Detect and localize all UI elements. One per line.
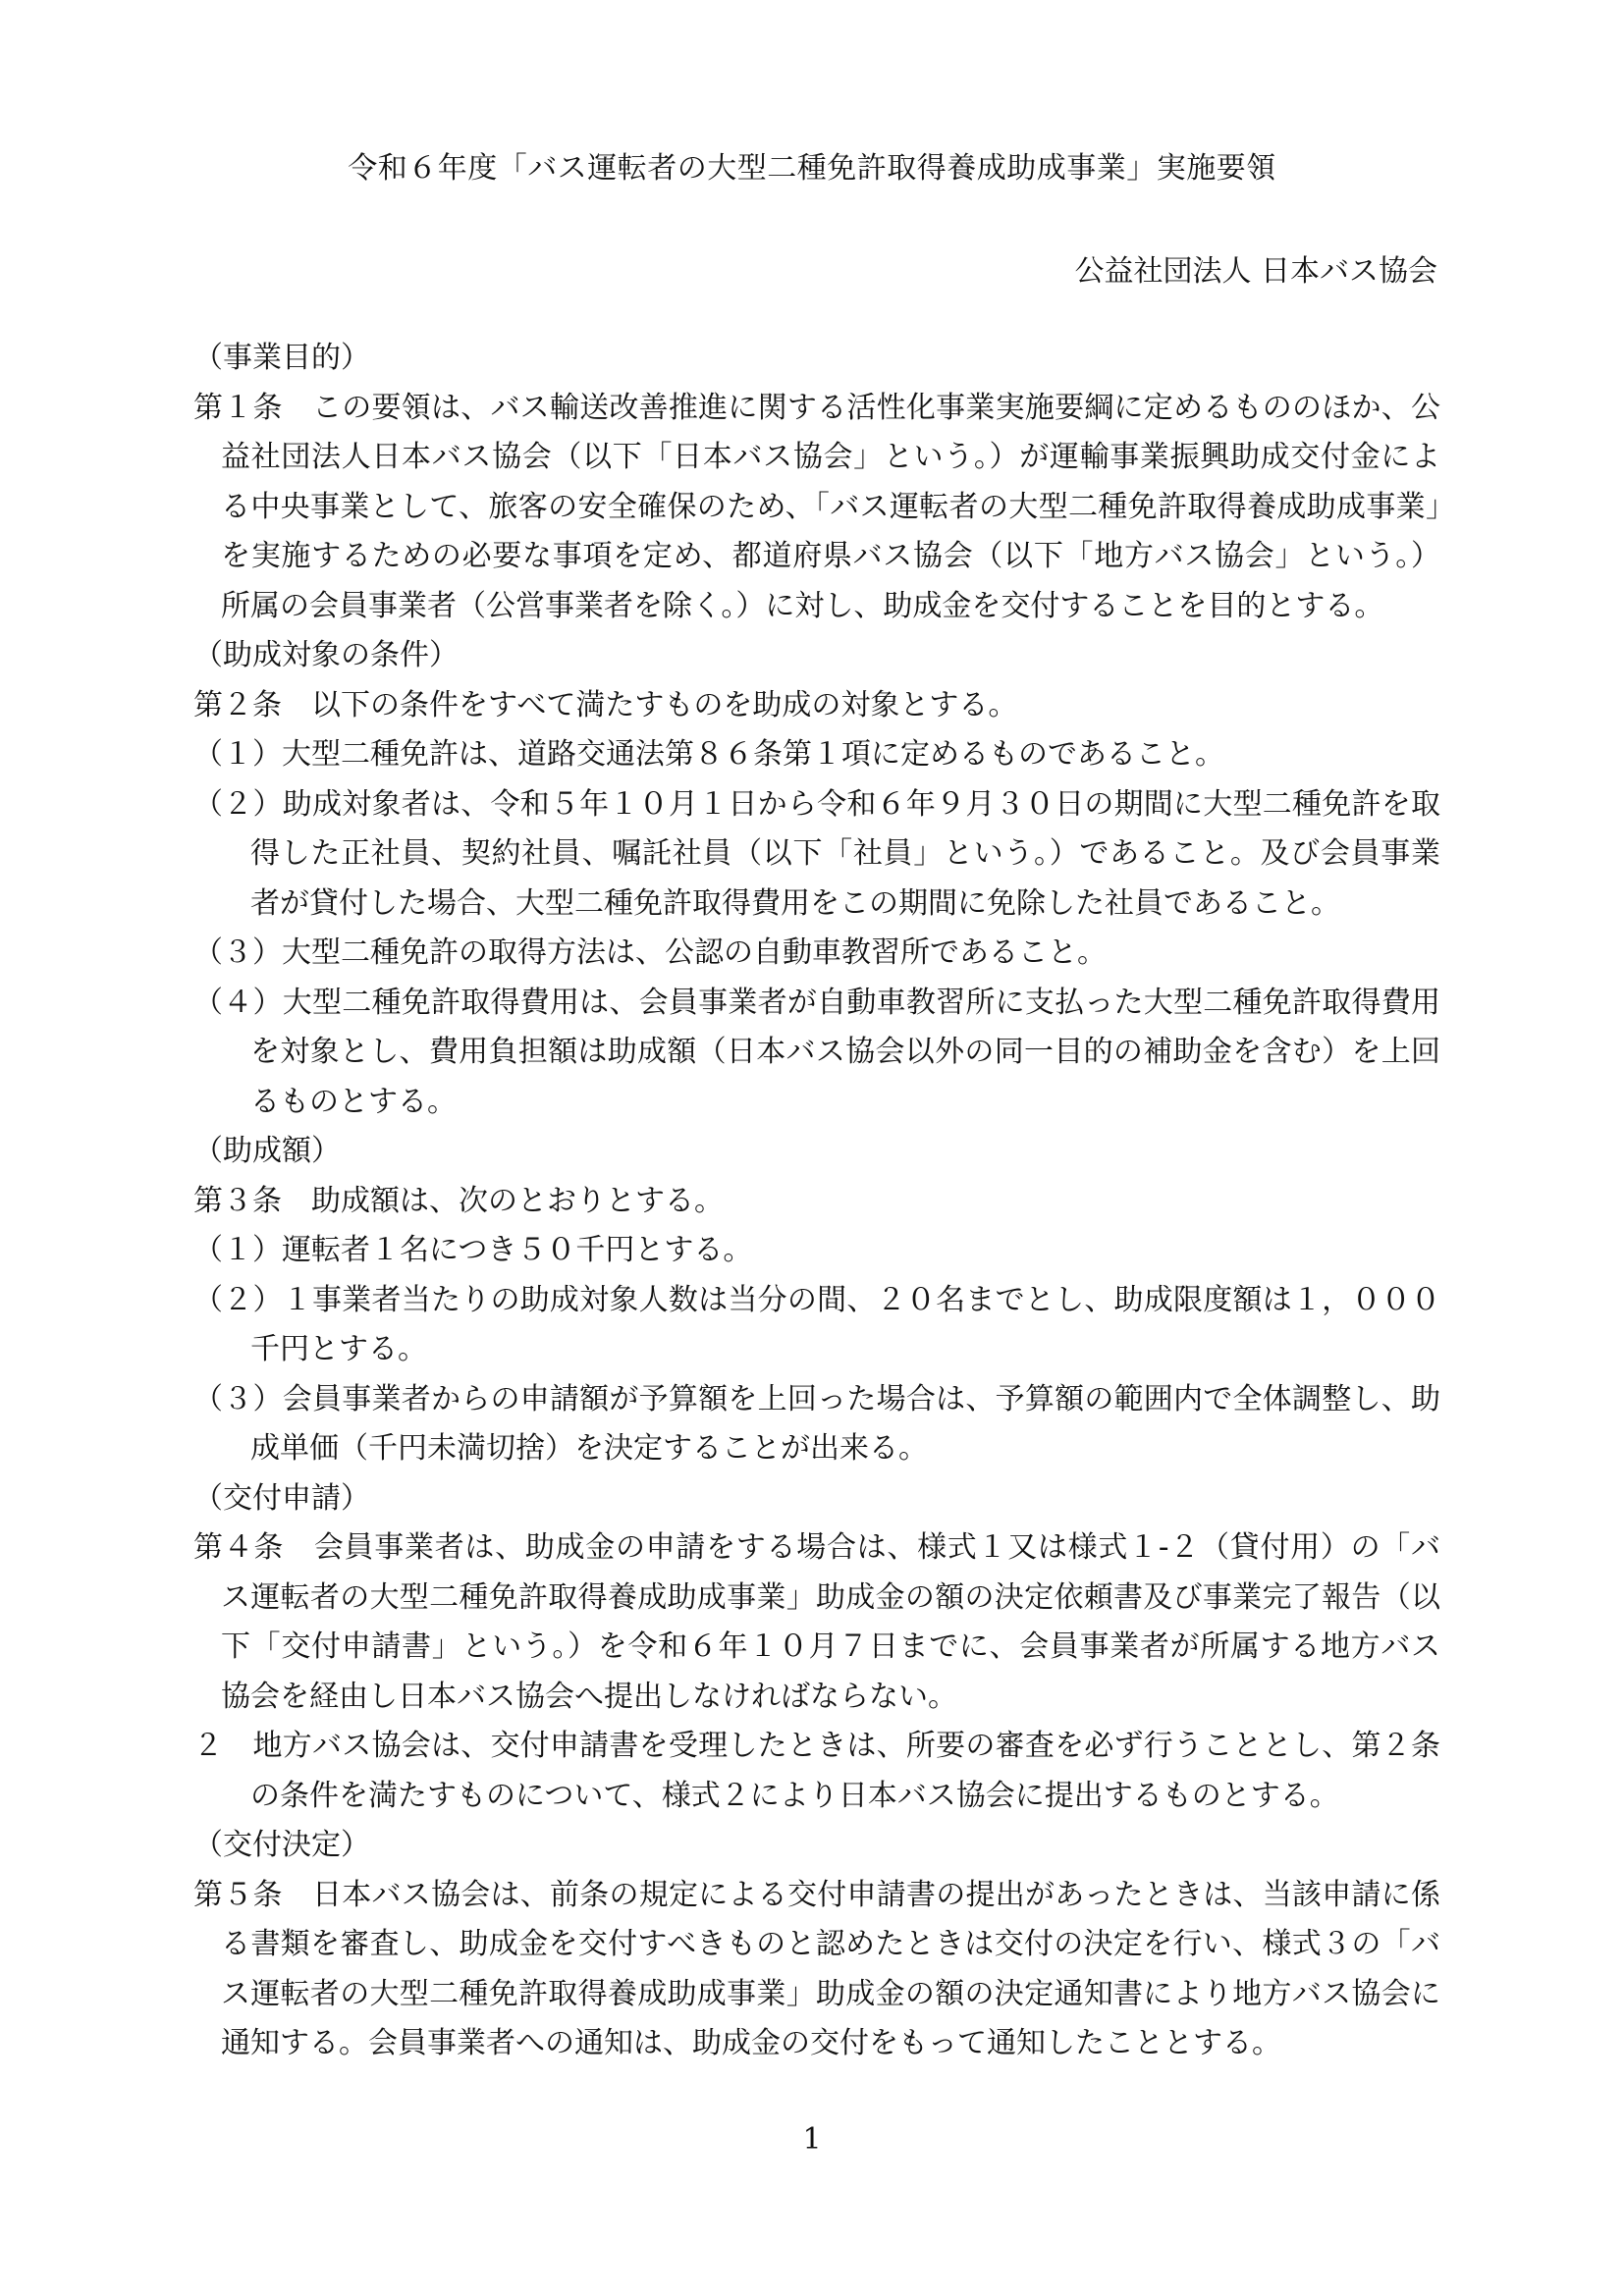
- article-2-item-4: （４）大型二種免許取得費用は、会員事業者が自動車教習所に支払った大型二種免許取得費用を対象とし、費用負担額は助成額（日本バス協会以外の同一目的の補助金を含む）を上回るものとする。: [193, 985, 1440, 1119]
- article-3-item-2: （２）１事業者当たりの助成対象人数は当分の間、２０名までとし、助成限度額は１，０００千円とする。: [193, 1282, 1440, 1366]
- article-2-item-1: （１）大型二種免許は、道路交通法第８６条第１項に定めるものであること。: [193, 737, 1224, 772]
- section-heading-conditions: （助成対象の条件）: [193, 638, 459, 672]
- section-heading-purpose: （事業目的）: [193, 341, 370, 375]
- page-number: 1: [802, 2122, 822, 2157]
- article-2: 第２条 以下の条件をすべて満たすものを助成の対象とする。: [193, 687, 1018, 722]
- section-heading-amount: （助成額）: [193, 1134, 341, 1168]
- document-title: 令和６年度「バス運転者の大型二種免許取得養成助成事業」実施要領: [348, 151, 1276, 186]
- article-3-item-3: （３）会員事業者からの申請額が予算額を上回った場合は、予算額の範囲内で全体調整し、助成単価（千円未満切捨）を決定することが出来る。: [193, 1381, 1440, 1466]
- article-4: 第４条 会員事業者は、助成金の申請をする場合は、様式１又は様式１-２（貸付用）の「バス運転者の大型二種免許取得養成助成事業」助成金の額の決定依頼書及び事業完了報告（以下「交付申請書」という。）を令和６年１０月７日までに、会員事業者が所属する地方バス協会を経由し日本バス協会へ提出しなければならない。: [193, 1530, 1440, 1714]
- article-2-item-3: （３）大型二種免許の取得方法は、公認の自動車教習所であること。: [193, 935, 1107, 970]
- document-body: [193, 334, 1440, 2069]
- article-5: 第５条 日本バス協会は、前条の規定による交付申請書の提出があったときは、当該申請に係る書類を審査し、助成金を交付すべきものと認めたときは交付の決定を行い、様式３の「バス運転者の大型二種免許取得養成助成事業」助成金の額の決定通知書により地方バス協会に通知する。会員事業者への通知は、助成金の交付をもって通知したこととする。: [193, 1877, 1440, 2060]
- section-heading-decision: （交付決定）: [193, 1828, 370, 1862]
- organization-name: 公益社団法人 日本バス協会: [1074, 254, 1437, 289]
- article-3-item-1: （１）運転者１名につき５０千円とする。: [193, 1233, 753, 1267]
- article-3: 第３条 助成額は、次のとおりとする。: [193, 1183, 724, 1218]
- section-heading-application: （交付申請）: [193, 1480, 370, 1516]
- article-2-item-2: （２）助成対象者は、令和５年１０月１日から令和６年９月３０日の期間に大型二種免許を取得した正社員、契約社員、嘱託社員（以下「社員」という。）であること。及び会員事業者が貸付した場合、大型二種免許取得費用をこの期間に免除した社員であること。: [193, 786, 1440, 921]
- article-1: 第１条 この要領は、バス輸送改善推進に関する活性化事業実施要綱に定めるもののほか、公益社団法人日本バス協会（以下「日本バス協会」という。）が運輸事業振興助成交付金による中央事業として、旅客の安全確保のため、「バス運転者の大型二種免許取得養成助成事業」を実施するための必要な事項を定め、都道府県バス協会（以下「地方バス協会」という。）所属の会員事業者（公営事業者を除く。）に対し、助成金を交付することを目的とする。: [193, 390, 1440, 623]
- article-4-paragraph-2: ２ 地方バス協会は、交付申請書を受理したときは、所要の審査を必ず行うこととし、第２条の条件を満たすものについて、様式２により日本バス協会に提出するものとする。: [193, 1729, 1440, 1813]
